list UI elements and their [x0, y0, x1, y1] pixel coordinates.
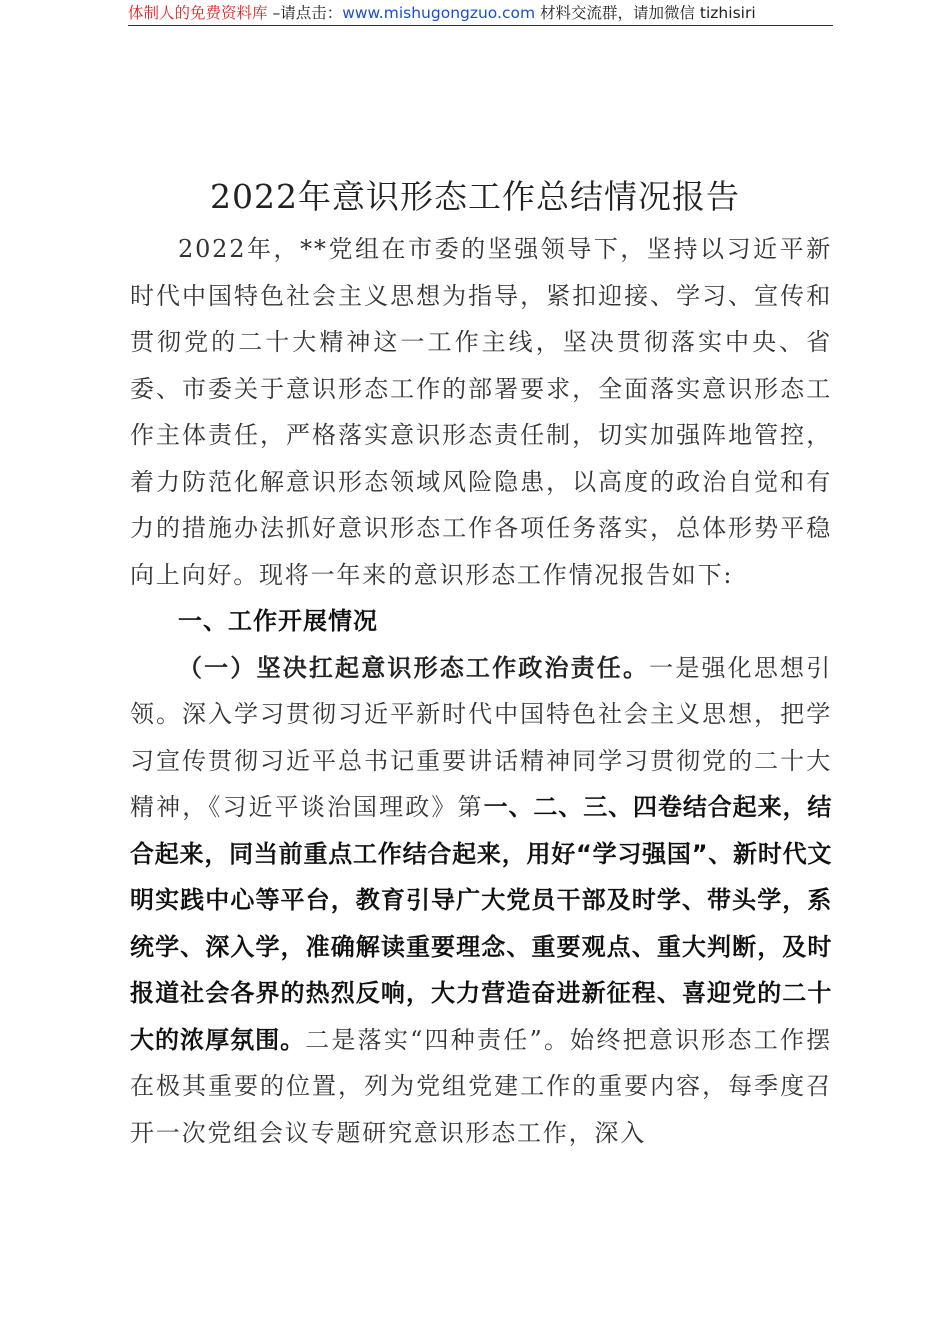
subsection-paragraph: [130, 645, 832, 1157]
subsection-text-c: 二是落实“四种责任”。始终把意识形态工作摆在极其重要的位置，列为党组党建工作的重要内容，每季度召开一次党组会议专题研究意识形态工作，深入: [130, 1025, 832, 1147]
document-title: 2022年意识形态工作总结情况报告: [210, 177, 740, 216]
header-click-prefix: –请点击：: [267, 4, 343, 22]
intro-paragraph: 2022年，**党组在市委的坚强领导下，坚持以习近平新时代中国特色社会主义思想为指导，紧扣迎接、学习、宣传和贯彻党的二十大精神这一工作主线，坚决贯彻落实中央、省委、市委关于意识形态工作的部署要求，全面落实意识形态工作主体责任，严格落实意识形态责任制，切实加强阵地管控，着力防范化解意识形态领域风险隐患，以高度的政治自觉和有力的措施办法抓好意识形态工作各项任务落实，总体形势平稳向上向好。现将一年来的意识形态工作情况报告如下:: [130, 235, 832, 589]
header-library-name: 体制人的免费资料库: [128, 4, 268, 22]
section-heading: 一、工作开展情况: [178, 607, 378, 635]
document-body: [130, 226, 832, 1156]
header-url-link[interactable]: www.mishugongzuo.com: [342, 4, 536, 22]
subsection-heading: （一）坚决扛起意识形态工作政治责任。: [178, 652, 650, 682]
subsection-text-a: 一是强化思想引领。深入学习贯彻习近平新时代中国特色社会主义思想，把学习宣传贯彻习近平总书记重要讲话精神同学习贯彻党的二十大精神，《习近平谈治国理政》第: [130, 653, 832, 821]
subsection-text-bold: 一、二、三、四卷结合起来，结合起来，同当前重点工作结合起来，用好“学习强国”、新时代文明实践中心等平台，教育引导广大党员干部及时学、带头学，系统学、深入学，准确解读重要理念、重要观点、重大判断，及时报道社会各界的热烈反响，大力营造奋进新征程、喜迎党的二十大的浓厚氛围。: [130, 793, 833, 1054]
header-divider: [128, 25, 833, 26]
header-wechat-text: 材料交流群，请加微信 tizhisiri: [535, 4, 756, 22]
page-header: [128, 2, 833, 24]
